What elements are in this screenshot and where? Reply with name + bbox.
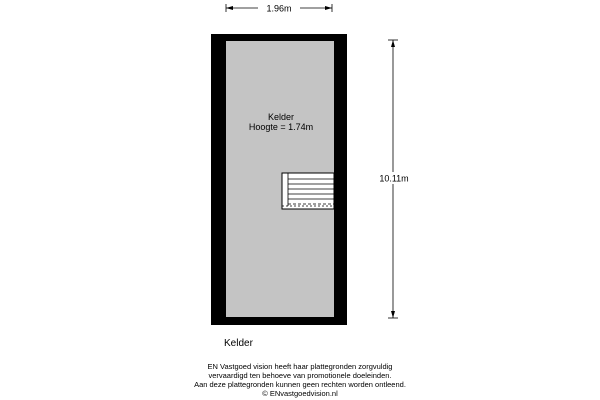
floor-label: Kelder [224,338,253,349]
staircase [282,173,334,209]
room-name: Kelder [267,112,295,122]
room-height: Hoogte = 1.74m [248,122,314,132]
disclaimer-line-4: © ENvastgoedvision.nl [262,389,338,398]
disclaimer-line-3: Aan deze plattegronden kunnen geen rechten worden ontleend. [194,380,406,389]
length-dimension [373,40,415,318]
width-label: 1.96m [266,3,292,14]
width-dimension [226,3,332,14]
disclaimer-line-1: EN Vastgoed vision heeft haar plattegronden zorgvuldig [207,362,393,371]
disclaimer [0,362,600,398]
disclaimer-line-2: vervaardigd ten behoeve van promotionele doeleinden. [208,371,392,380]
length-label: 10.11m [379,173,409,184]
